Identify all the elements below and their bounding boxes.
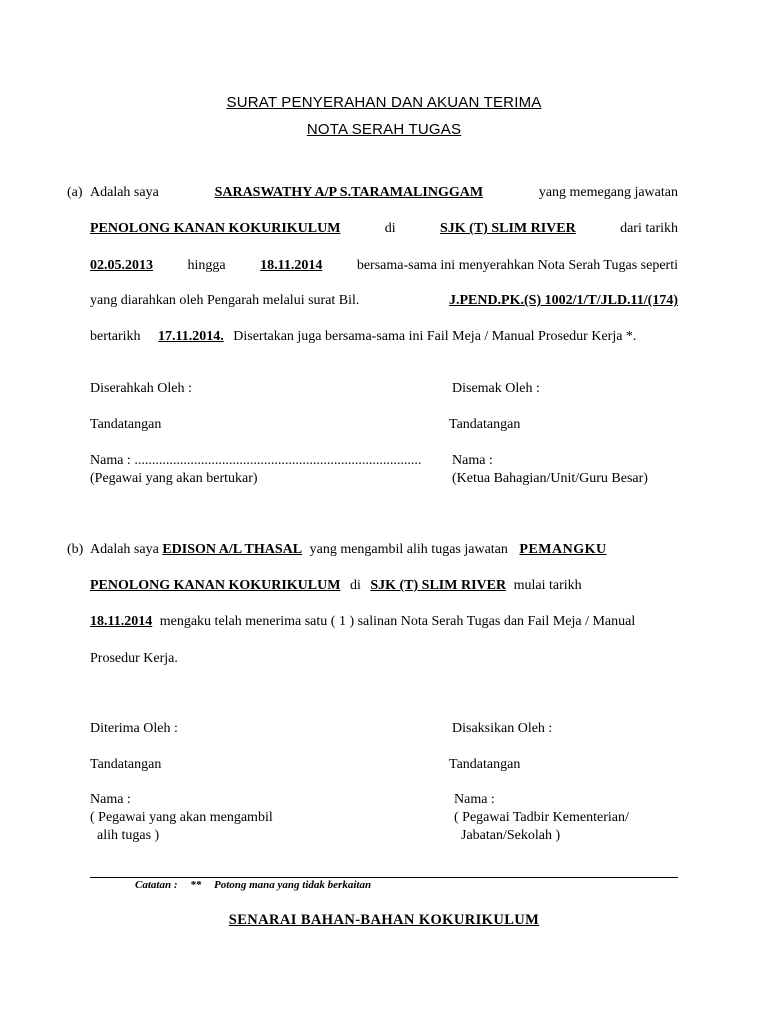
section-a-line-3 (90, 257, 678, 275)
date-to: 18.11.2014 (260, 258, 323, 273)
position-title: PENOLONG KANAN KOKURIKULUM (90, 578, 341, 593)
section-b-text: yang mengambil alih tugas jawatan (309, 542, 508, 557)
acting-position: PEMANGKU (519, 542, 607, 557)
signature-label: Tandatangan (449, 417, 521, 432)
name-field: Nama : (454, 792, 495, 807)
school-name: SJK (T) SLIM RIVER (370, 578, 507, 593)
divider-line (90, 877, 678, 878)
footnote-stars: ** (190, 879, 202, 891)
section-b-line-1 (90, 541, 607, 559)
section-a-text: hingga (187, 258, 226, 273)
signature-label: Tandatangan (90, 417, 162, 432)
section-b-text: di (349, 578, 361, 593)
handover-by-label: Diserahkah Oleh : (90, 381, 192, 396)
position-title: PENOLONG KANAN KOKURIKULUM (90, 221, 341, 236)
name-field: Nama : (452, 453, 493, 468)
section-b-line-4: Prosedur Kerja. (90, 651, 178, 666)
section-a-text: yang memegang jawatan (538, 185, 678, 200)
document-subtitle: NOTA SERAH TUGAS (306, 121, 462, 138)
received-by-label: Diterima Oleh : (90, 721, 178, 736)
footnote-text: Potong mana yang tidak berkaitan (213, 879, 372, 891)
footnote (135, 879, 371, 891)
section-a-line-2 (90, 220, 678, 238)
section-b-text: Adalah saya (90, 542, 159, 557)
section-a-marker: (a) (67, 185, 83, 200)
section-a-text: yang diarahkan oleh Pengarah melalui surat Bil. (90, 293, 360, 308)
role-label: (Ketua Bahagian/Unit/Guru Besar) (452, 471, 648, 486)
school-name: SJK (T) SLIM RIVER (440, 221, 576, 236)
date-from: 02.05.2013 (90, 258, 153, 273)
witnessed-by-label: Disaksikan Oleh : (452, 721, 553, 736)
section-a-text: Disertakan juga bersama-sama ini Fail Meja / Manual Prosedur Kerja *. (233, 329, 637, 344)
section-a-text: di (384, 221, 396, 236)
role-label: ( Pegawai Tadbir Kementerian/ (454, 810, 629, 825)
role-label: Jabatan/Sekolah ) (454, 828, 561, 843)
name-field: Nama : .................................................................................. (90, 453, 422, 468)
section-a-text: dari tarikh (620, 221, 678, 236)
name-field: Nama : (90, 792, 131, 807)
signature-label: Tandatangan (90, 757, 162, 772)
receiver-name: EDISON A/L THASAL (162, 542, 303, 557)
section-a-line-4 (90, 292, 678, 310)
section-b-line-2 (90, 577, 582, 595)
receive-date: 18.11.2014 (90, 614, 153, 629)
footnote-label: Catatan : (135, 879, 178, 891)
section-b-marker: (b) (67, 542, 84, 557)
role-label: ( Pegawai yang akan mengambil (90, 810, 273, 825)
officer-name: SARASWATHY A/P S.TARAMALINGGAM (214, 185, 484, 200)
letter-date: 17.11.2014. (158, 329, 224, 344)
section-b-line-3 (90, 613, 635, 631)
section-a-text: Adalah saya (90, 185, 159, 200)
letter-reference: J.PEND.PK.(S) 1002/1/T/JLD.11/(174) (448, 293, 678, 308)
role-label: (Pegawai yang akan bertukar) (90, 471, 258, 486)
section-b-text: mulai tarikh (513, 578, 582, 593)
section-a-text: bersama-sama ini menyerahkan Nota Serah Tugas seperti (356, 258, 678, 273)
section-b-text: mengaku telah menerima satu ( 1 ) salinan Nota Serah Tugas dan Fail Meja / Manual (159, 614, 636, 629)
section-a-line-5 (90, 328, 636, 346)
section-a-line-1 (90, 184, 678, 202)
role-label: alih tugas ) (90, 828, 160, 843)
document-title: SURAT PENYERAHAN DAN AKUAN TERIMA (226, 94, 542, 111)
section-a-text: bertarikh (90, 329, 141, 344)
materials-list-title: SENARAI BAHAN-BAHAN KOKURIKULUM (228, 912, 540, 928)
signature-label: Tandatangan (449, 757, 521, 772)
reviewed-by-label: Disemak Oleh : (452, 381, 540, 396)
